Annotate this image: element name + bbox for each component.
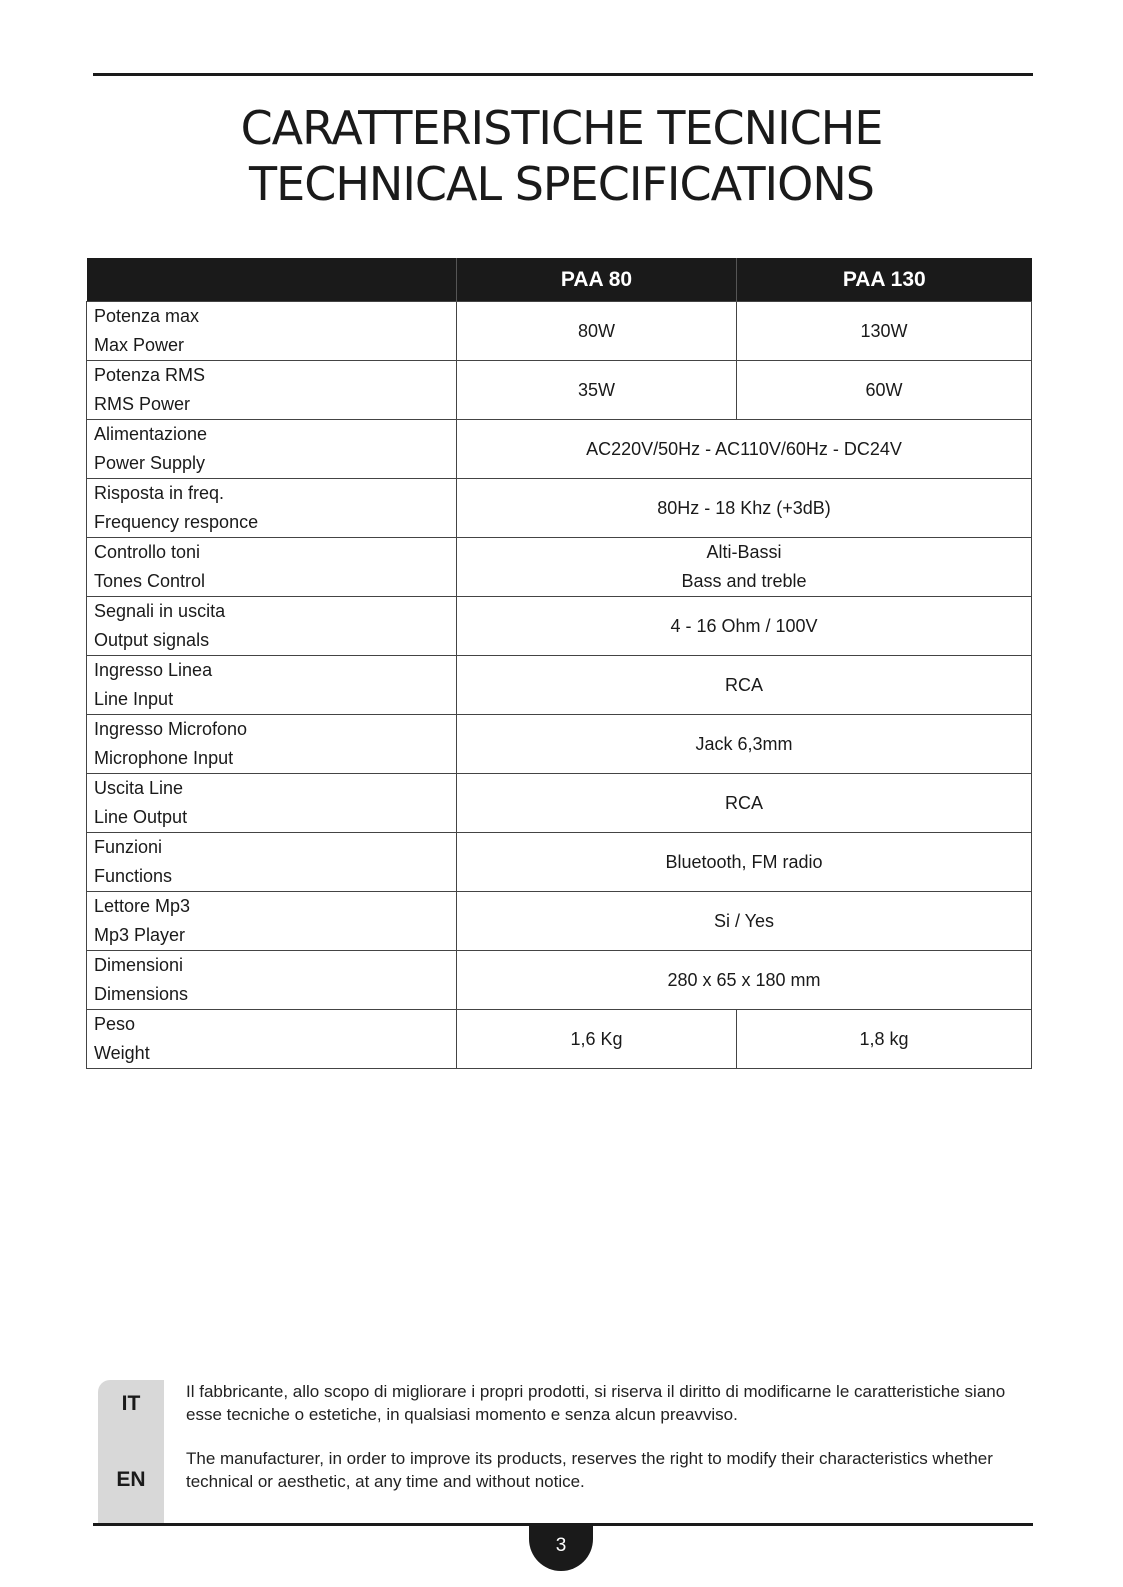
row-label <box>87 1010 457 1069</box>
row-label <box>87 656 457 715</box>
value-line-en: Bass and treble <box>681 571 807 591</box>
value-paa130: 130W <box>737 302 1032 361</box>
table-row <box>87 420 1032 479</box>
value-shared <box>457 538 1032 597</box>
value-paa80: 80W <box>457 302 737 361</box>
label-en: Mp3 Player <box>94 925 186 945</box>
value-line-it: Alti-Bassi <box>706 542 782 562</box>
header-paa130: PAA 130 <box>737 258 1032 302</box>
table-row <box>87 892 1032 951</box>
label-en: Max Power <box>94 335 185 355</box>
value-shared: 4 - 16 Ohm / 100V <box>457 597 1032 656</box>
top-rule <box>93 73 1033 76</box>
disclaimer-notice <box>98 1380 1028 1523</box>
table-row <box>87 361 1032 420</box>
value-shared: Bluetooth, FM radio <box>457 833 1032 892</box>
value-paa80: 35W <box>457 361 737 420</box>
table-row <box>87 302 1032 361</box>
value-shared: AC220V/50Hz - AC110V/60Hz - DC24V <box>457 420 1032 479</box>
value-shared: RCA <box>457 656 1032 715</box>
label-it: Ingresso Linea <box>94 660 213 680</box>
label-en: Microphone Input <box>94 748 234 768</box>
table-row <box>87 951 1032 1010</box>
row-label <box>87 479 457 538</box>
label-it: Dimensioni <box>94 955 184 975</box>
disclaimer-text-en: The manufacturer, in order to improve its products, reserves the right to modify their characteristics whether technical or aesthetic, at any time and without notice. <box>186 1449 993 1491</box>
language-tag-it: IT <box>121 1392 141 1415</box>
table-row <box>87 656 1032 715</box>
value-paa130: 60W <box>737 361 1032 420</box>
label-it: Potenza RMS <box>94 365 206 385</box>
label-en: Weight <box>94 1043 150 1063</box>
row-label <box>87 892 457 951</box>
label-en: Line Output <box>94 807 188 827</box>
label-it: Ingresso Microfono <box>94 719 248 739</box>
title-english: TECHNICAL SPECIFICATIONS <box>249 157 874 211</box>
value-shared: Si / Yes <box>457 892 1032 951</box>
row-label <box>87 302 457 361</box>
label-en: Tones Control <box>94 571 206 591</box>
label-it: Controllo toni <box>94 542 201 562</box>
value-shared: 280 x 65 x 180 mm <box>457 951 1032 1010</box>
table-row <box>87 774 1032 833</box>
value-paa130: 1,8 kg <box>737 1010 1032 1069</box>
value-paa80: 1,6 Kg <box>457 1010 737 1069</box>
page-title <box>0 100 1123 212</box>
label-it: Funzioni <box>94 837 163 857</box>
row-label <box>87 597 457 656</box>
label-en: Output signals <box>94 630 210 650</box>
table-row <box>87 715 1032 774</box>
header-paa80: PAA 80 <box>457 258 737 302</box>
label-it: Risposta in freq. <box>94 483 225 503</box>
value-shared: RCA <box>457 774 1032 833</box>
row-label <box>87 715 457 774</box>
label-it: Potenza max <box>94 306 200 326</box>
label-en: RMS Power <box>94 394 191 414</box>
row-label <box>87 774 457 833</box>
label-it: Segnali in uscita <box>94 601 226 621</box>
disclaimer-text-it: Il fabbricante, allo scopo di migliorare i propri prodotti, si riserva il diritto di modificarne le caratteristiche siano esse tecniche o estetiche, in qualsiasi momento e senza alcun preavviso. <box>186 1382 1006 1424</box>
label-en: Dimensions <box>94 984 189 1004</box>
label-en: Line Input <box>94 689 174 709</box>
row-label <box>87 833 457 892</box>
specs-table <box>86 258 1032 1069</box>
language-tag-en: EN <box>116 1468 146 1491</box>
label-en: Functions <box>94 866 173 886</box>
table-header-row <box>87 258 1032 302</box>
label-it: Alimentazione <box>94 424 208 444</box>
row-label <box>87 361 457 420</box>
table-row <box>87 538 1032 597</box>
value-shared: Jack 6,3mm <box>457 715 1032 774</box>
language-tab-column <box>98 1380 164 1523</box>
table-row <box>87 597 1032 656</box>
title-italian: CARATTERISTICHE TECNICHE <box>240 101 883 155</box>
page-number: 3 <box>529 1523 593 1571</box>
table-row <box>87 479 1032 538</box>
label-it: Uscita Line <box>94 778 184 798</box>
value-shared: 80Hz - 18 Khz (+3dB) <box>457 479 1032 538</box>
label-it: Lettore Mp3 <box>94 896 191 916</box>
label-it: Peso <box>94 1014 136 1034</box>
label-en: Power Supply <box>94 453 206 473</box>
table-row <box>87 833 1032 892</box>
row-label <box>87 951 457 1010</box>
row-label <box>87 420 457 479</box>
label-en: Frequency responce <box>94 512 259 532</box>
table-row <box>87 1010 1032 1069</box>
header-blank <box>87 258 457 302</box>
row-label <box>87 538 457 597</box>
